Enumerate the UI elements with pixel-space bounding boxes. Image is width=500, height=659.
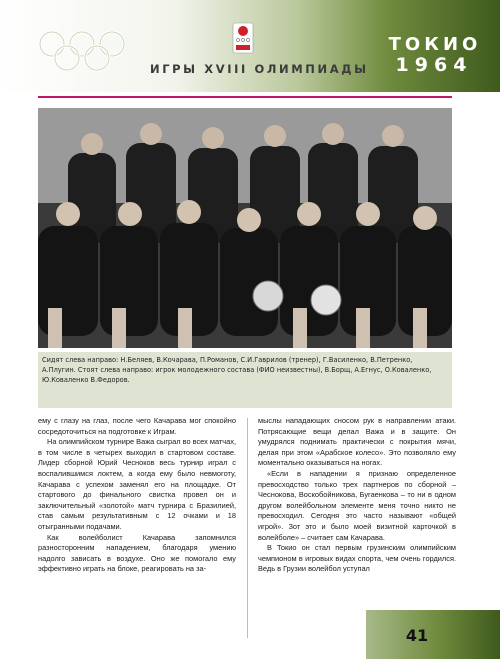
paragraph: ему с глазу на глаз, после чего Качарава мог спокойно сосредоточиться на подготовке к Играм.	[38, 416, 236, 436]
photo-caption: Сидят слева направо: Н.Беляев, В.Кочарава, П.Романов, С.И.Гаврилов (тренер), Г.Василенко, В.Петренко, А.Плугин. Стоят слева направо: игрок молодежного состава (ФИО неизвестны), В.Борщ, А.Егнус, О.Коваленко, Ю.Коваленко В.Федоров.	[38, 352, 452, 408]
olympiad-title: ИГРЫ XVIII ОЛИМПИАДЫ	[150, 62, 369, 76]
team-photo	[38, 108, 452, 348]
accent-divider	[38, 96, 452, 98]
city-name: ТОКИО	[388, 34, 482, 55]
paragraph: В Токио он стал первым грузинским олимпийским чемпионом в игровых видах спорта, чем очень гордился. Ведь в Грузии волейбол уступал	[258, 543, 456, 574]
paragraph: Как волейболист Качарава запомнился разносторонним нападением, благодаря умению надолго зависать в воздухе. Оно же помогало ему эффективно играть на блоке, реагировать на за-	[38, 532, 236, 574]
paragraph: «Если в нападении я признаю определенное превосходство только трех партнеров по сборной – Чеснокова, Воскобойникова, Бугаенкова – то ни в одном другом волейбольном элементе меня точно никто не превосходил. Сегодня это часто называют «общей игрой». Зот это и было моей визитной карточкой в волейболе» – считает сам Качарава.	[258, 468, 456, 542]
paragraph: мыслы нападающих сносом рук в направлении атаки. Потрясающие вещи делал Важа и в защите. Он умудрялся поднимать практически с покрытия мячи, делая при этом «Арабское колесо». Это позволяло ему моментально оказываться на ногах.	[258, 416, 456, 468]
article-column-left	[38, 416, 236, 575]
team-photo-illustration	[38, 108, 452, 348]
olympic-year: 1964	[395, 54, 473, 76]
tokyo-1964-emblem-icon	[232, 22, 254, 54]
olympic-rings-icon	[38, 30, 126, 74]
article-column-right	[258, 416, 456, 575]
column-divider	[247, 418, 248, 638]
page-number: 41	[405, 626, 429, 645]
paragraph: На олимпийском турнире Важа сыграл во всех матчах, в том числе в четырех выходил в стартовом составе. Лидер сборной Юрий Чесноков весь турнир играл с воспалившимся локтем, а когда ему было невмоготу, Качарава с успехом заменял его на площадке. От стартового до финального свистка провел он и заключительный «золотой» матч турнира с Бразилией, став самым результативным с 12 очками и 18 отыгранными подачами.	[38, 437, 236, 531]
